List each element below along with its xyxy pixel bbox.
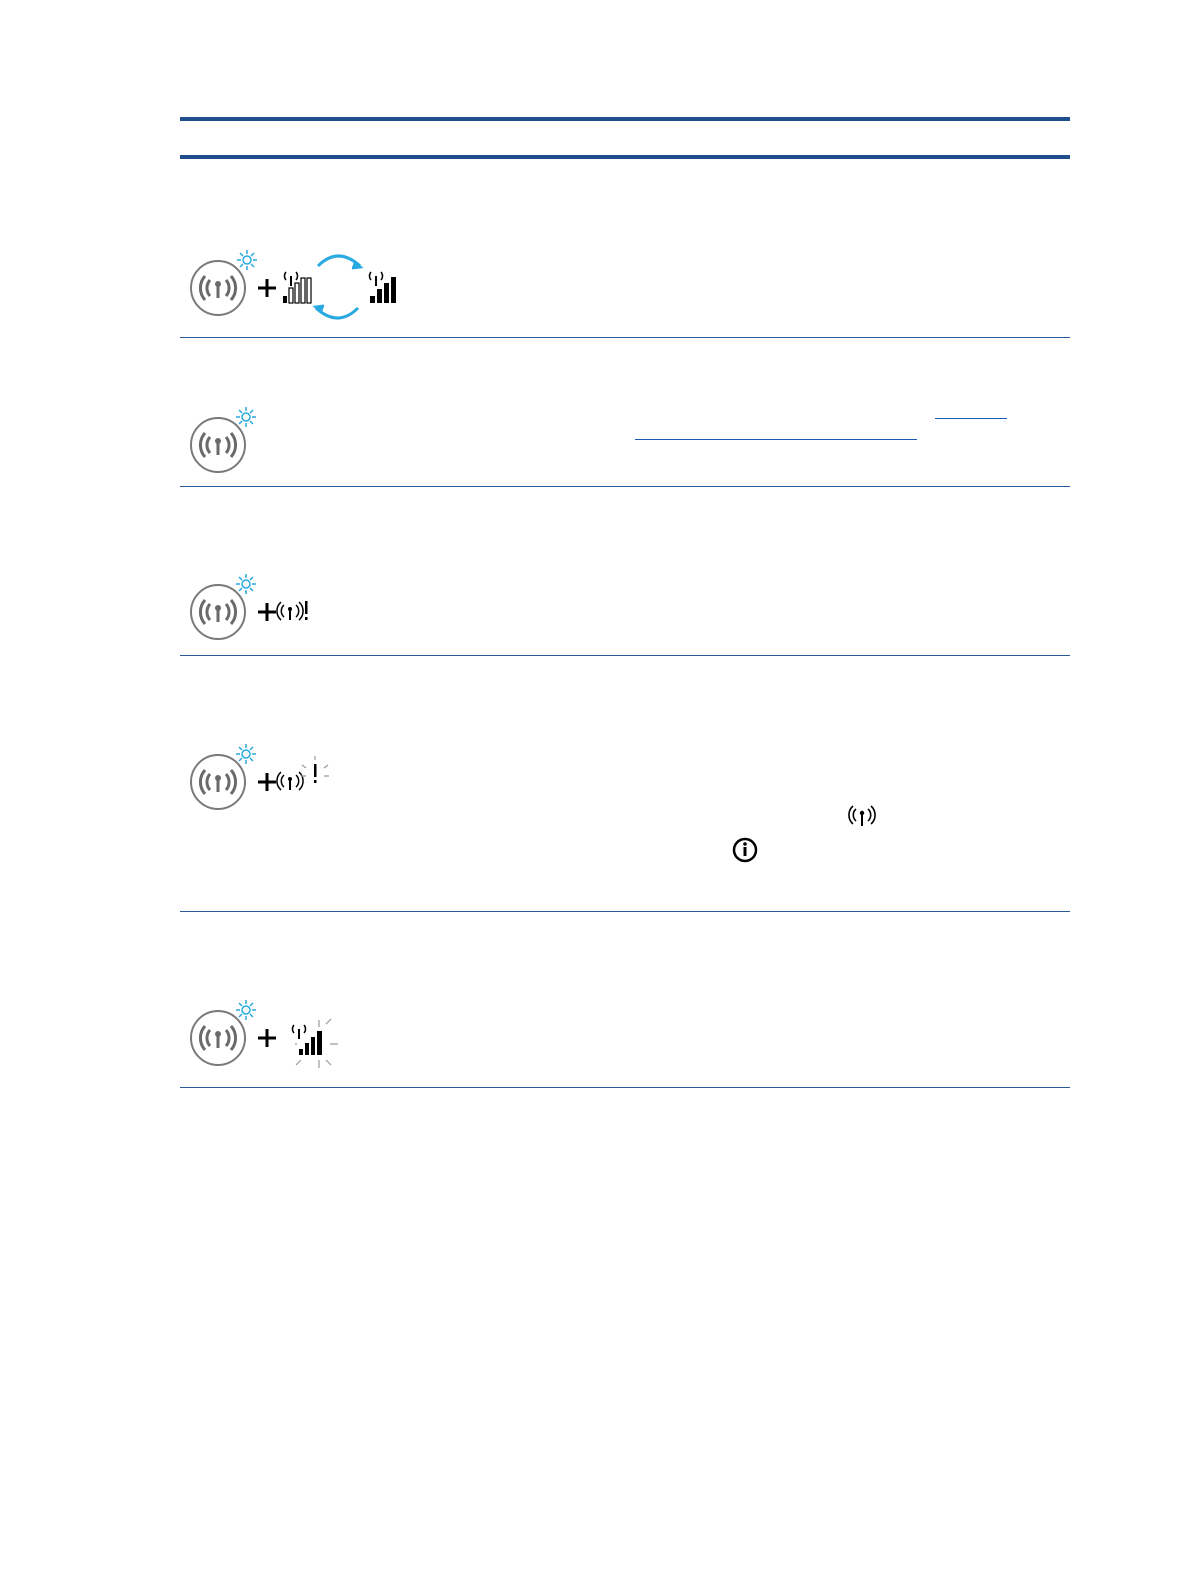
- blinking-light-icon: [236, 744, 256, 764]
- wireless-icon-with-blinking-attention-icon: [188, 742, 348, 812]
- blinking-light-icon: [236, 407, 256, 427]
- wireless-button-icon: [191, 585, 245, 639]
- plus-icon: [258, 1029, 276, 1047]
- row-divider: [180, 337, 1070, 338]
- table-row: [188, 572, 328, 642]
- plus-icon: [258, 773, 276, 791]
- blinking-light-icon: [237, 250, 257, 270]
- table-row: [188, 998, 358, 1073]
- table-row: [188, 405, 268, 475]
- blinking-light-icon: [236, 1000, 256, 1020]
- row-divider: [180, 655, 1070, 656]
- information-icon: [732, 837, 758, 863]
- wireless-icon: [848, 805, 876, 829]
- row-divider: [180, 911, 1070, 912]
- row-divider: [180, 1087, 1070, 1088]
- table-row: [188, 742, 348, 812]
- wireless-icon-with-signal-bars-cycling: [188, 248, 418, 323]
- wireless-button-icon: [191, 418, 245, 472]
- signal-bars-weak-icon: [283, 272, 311, 303]
- table-row: [188, 248, 418, 323]
- cycling-arrows-icon: [316, 256, 360, 318]
- table-header-rule: [180, 155, 1070, 159]
- plus-icon: [258, 603, 276, 621]
- wireless-button-icon: [191, 755, 245, 809]
- signal-bars-full-icon: [369, 272, 396, 303]
- wireless-icon-with-blinking-signal-bars: [188, 998, 358, 1073]
- cross-reference-link[interactable]: [935, 418, 1007, 419]
- wireless-attention-blinking-icon: [277, 756, 329, 790]
- wireless-icon-blinking: [188, 405, 268, 475]
- wireless-button-icon: [191, 261, 245, 315]
- plus-icon: [258, 279, 276, 297]
- signal-bars-blinking-icon: [292, 1019, 338, 1068]
- wireless-status-table: [180, 0, 1070, 1100]
- cross-reference-link[interactable]: [635, 439, 917, 440]
- wireless-attention-icon: [277, 601, 308, 620]
- blinking-light-icon: [236, 574, 256, 594]
- wireless-button-icon: [191, 1011, 245, 1065]
- table-top-rule: [180, 117, 1070, 121]
- wireless-icon-with-attention-icon: [188, 572, 328, 642]
- row-divider: [180, 486, 1070, 487]
